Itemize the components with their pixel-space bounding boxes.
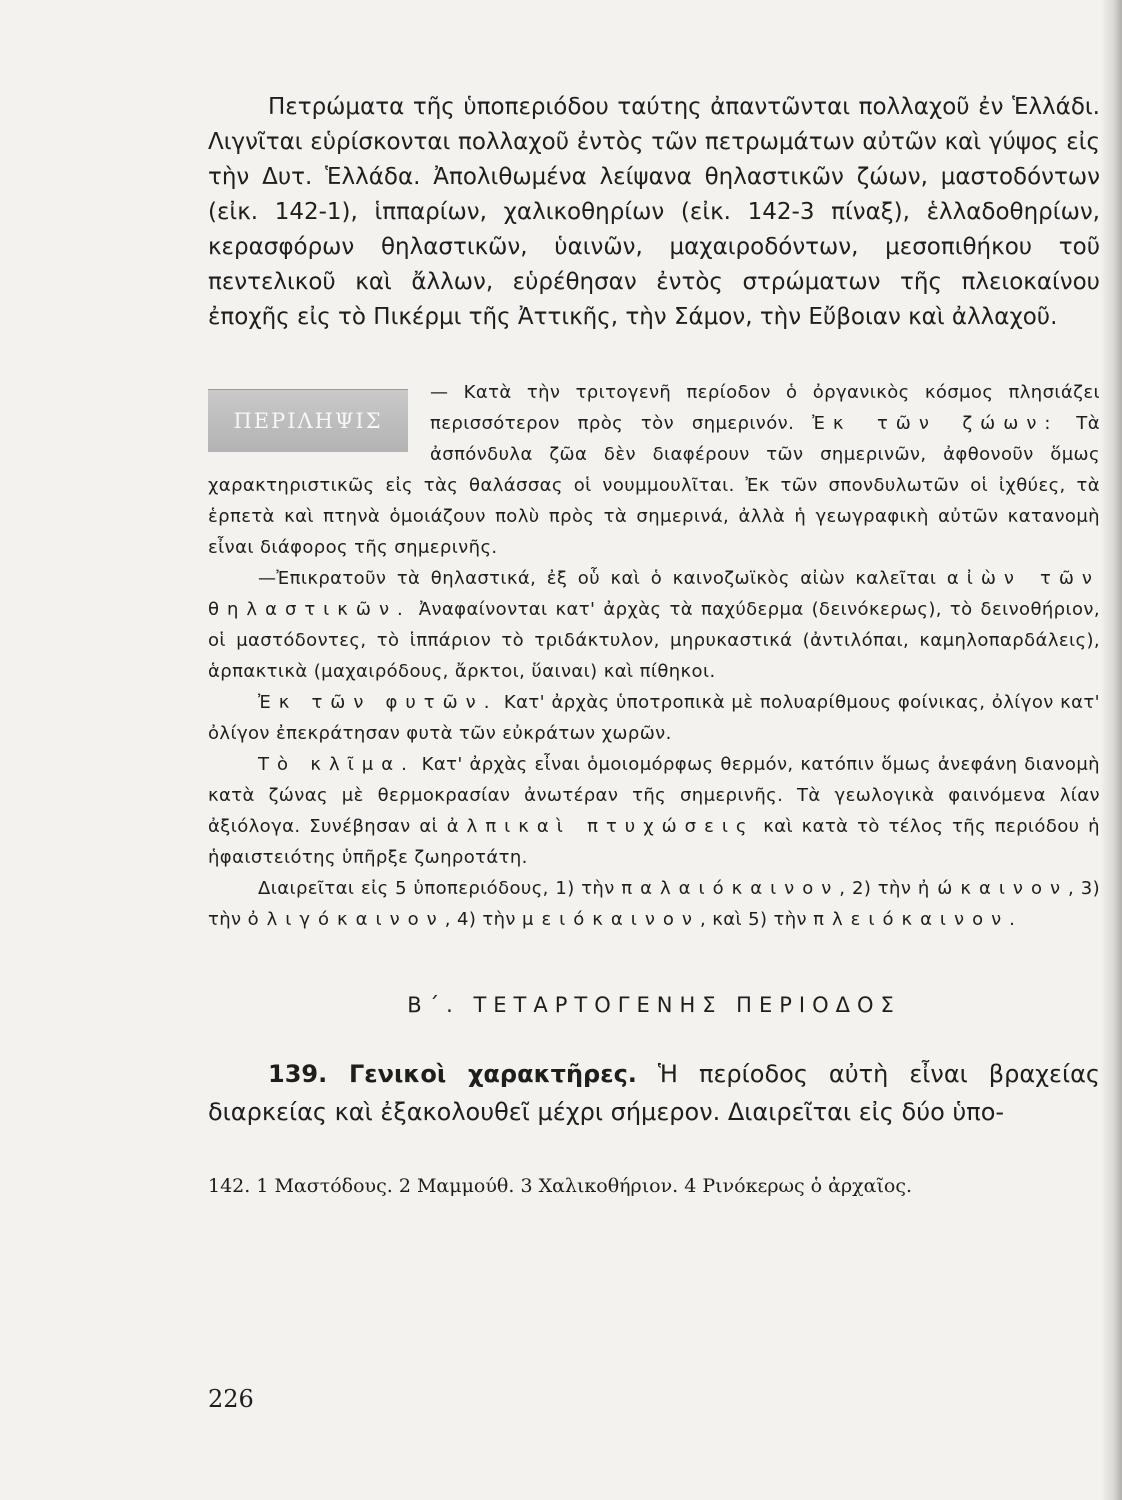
summary-p5-b: παλαιόκαινον [621,878,840,899]
summary-p3-rest: Κατ' ἀρχὰς ὑποτροπικὰ μὲ πολυαρίθμους φοίνικας, ὀλίγον κατ' ὀλίγον ἐπεκράτησαν φυτὰ τῶν εὐκράτων χωρῶν. [208,692,1100,744]
page-body [208,90,1100,1197]
summary-p4-text: Κατ' ἀρχὰς εἶναι ὁμοιομόρφως θερμόν, κατόπιν ὅμως ἀνεφάνη διανομὴ κατὰ ζώνας μὲ θερμοκρασίαν ἀνωτέραν τῆς σημερινῆς. Τὰ γεωλογικὰ φαινόμενα λίαν ἀξιόλογα. Συνέβησαν αἱ [208,754,1100,837]
summary-p4-spaced2: ἀλπικαὶ πτυχώσεις [446,816,755,837]
summary-p5-g: , 4) τὴν [444,909,522,930]
summary-paragraph-3 [208,687,1100,749]
summary-p5-h: μειόκαινον [522,909,700,930]
summary-p1-rest: Τὰ ἀσπόνδυλα ζῶα δὲν διαφέρουν τῶν σημερινῶν, ἀφθονοῦν ὅμως χαρακτηριστικῶς εἰς τὰς θαλάσσας οἱ νουμμουλῖται. Ἐκ τῶν σπονδυλωτῶν οἱ ἰχθύες, τὰ ἑρπετὰ καὶ πτηνὰ ὁμοιάζουν πολὺ πρὸς τὰ σημερινά, ἀλλὰ ἡ γεωγραφικὴ αὐτῶν κατανομὴ εἶναι διάφορος τῆς σημερινῆς. [208,413,1100,558]
summary-p4-rest: καὶ κατὰ τὸ τέλος τῆς περιόδου ἡ ἡφαιστειότης ὑπῆρξε ζωηροτάτη. [208,816,1100,868]
figure-footnote: 142. 1 Μαστόδους. 2 Μαμμούθ. 3 Χαλικοθήριον. 4 Ρινόκερως ὁ ἀρχαῖος. [208,1175,913,1197]
intro-paragraph: Πετρώματα τῆς ὑποπεριόδου ταύτης ἀπαντῶνται πολλαχοῦ ἐν Ἑλλάδι. Λιγνῖται εὑρίσκονται πολλαχοῦ ἐντὸς τῶν πετρωμάτων αὐτῶν καὶ γύψος εἰς τὴν Δυτ. Ἑλλάδα. Ἀπολιθωμένα λείψανα θηλαστικῶν ζώων, μαστοδόντων (εἰκ. 142-1), ἱππαρίων, χαλικοθηρίων (εἰκ. 142-3 πίναξ), ἑλλαδοθηρίων, κερασφόρων θηλαστικῶν, ὑαινῶν, μαχαιροδόντων, μεσοπιθήκου τοῦ πεντελικοῦ καὶ ἄλλων, εὑρέθησαν ἐντὸς στρώματων τῆς πλειοκαίνου ἐποχῆς εἰς τὸ Πικέρμι τῆς Ἀττικῆς, τὴν Σάμον, τὴν Εὔβοιαν καὶ ἀλλαχοῦ. [208,94,1100,330]
summary-p1-spaced: Ἐκ τῶν ζώων: [812,413,1059,434]
summary-p5-f: ὀλιγόκαινον [247,909,445,930]
summary-p5-c: , 2) τὴν [839,878,918,899]
summary-paragraph-2 [208,563,1100,687]
page-number: 226 [208,1385,254,1413]
summary-p3-spaced: Ἐκ τῶν φυτῶν. [258,692,498,713]
summary-p5-a: Διαιρεῖται εἰς 5 ὑποπεριόδους, 1) τὴν [258,878,622,899]
paragraph-139 [208,1055,1100,1131]
intro-section [208,90,1100,335]
summary-paragraph-4 [208,749,1100,873]
summary-p5-j: πλειόκαινον [813,909,1010,930]
page-edge-shadow [1100,0,1122,1500]
summary-p4-spaced: Τὸ κλῖμα. [258,754,415,775]
summary-section [208,377,1100,935]
summary-paragraph-5 [208,873,1100,935]
summary-p5-k: . [1009,909,1016,930]
summary-p2-spaced: αἰὼν τῶν θηλαστικῶν. [208,568,1100,620]
summary-p5-d: ἠώκαινον [917,878,1069,899]
summary-p5-i: , καὶ 5) τὴν [699,909,814,930]
summary-p2-rest: Ἀναφαίνονται κατ' ἀρχὰς τὰ παχύδερμα (δεινόκερως), τὸ δεινοθήριον, οἱ μαστόδοντες, τὸ ἱππάριον τὸ τριδάκτυλον, μηρυκαστικά (ἀντιλόπαι, καμηλοπαρδάλεις), ἁρπακτικὰ (μαχαιρόδους, ἄρκτοι, ὕαιναι) καὶ πίθηκοι. [208,599,1100,682]
summary-p5-e: , 3) τὴν [208,878,1100,930]
paragraph-139-text: Ἡ περίοδος αὐτὴ εἶναι βραχείας διαρκείας καὶ ἐξακολουθεῖ μέχρι σήμερον. Διαιρεῖται εἰς δύο ὑπο- [208,1060,1101,1126]
summary-label: ΠΕΡΙΛΗΨΙΣ [208,389,408,452]
section-title: Β΄. ΤΕΤΑΡΤΟΓΕΝΗΣ ΠΕΡΙΟΔΟΣ [407,993,901,1017]
summary-p2-text: —Ἐπικρατοῦν τὰ θηλαστικά, ἐξ οὗ καὶ ὁ καινοζωϊκὸς αἰὼν καλεῖται [258,568,947,589]
summary-p1-text: — Κατὰ τὴν τριτογενῆ περίοδον ὁ ὀργανικὸς κόσμος πλησιάζει περισσότερον πρὸς τὸν σημερινόν. [430,382,1100,434]
paragraph-139-heading: 139. Γενικοὶ χαρακτῆρες. [268,1060,637,1088]
